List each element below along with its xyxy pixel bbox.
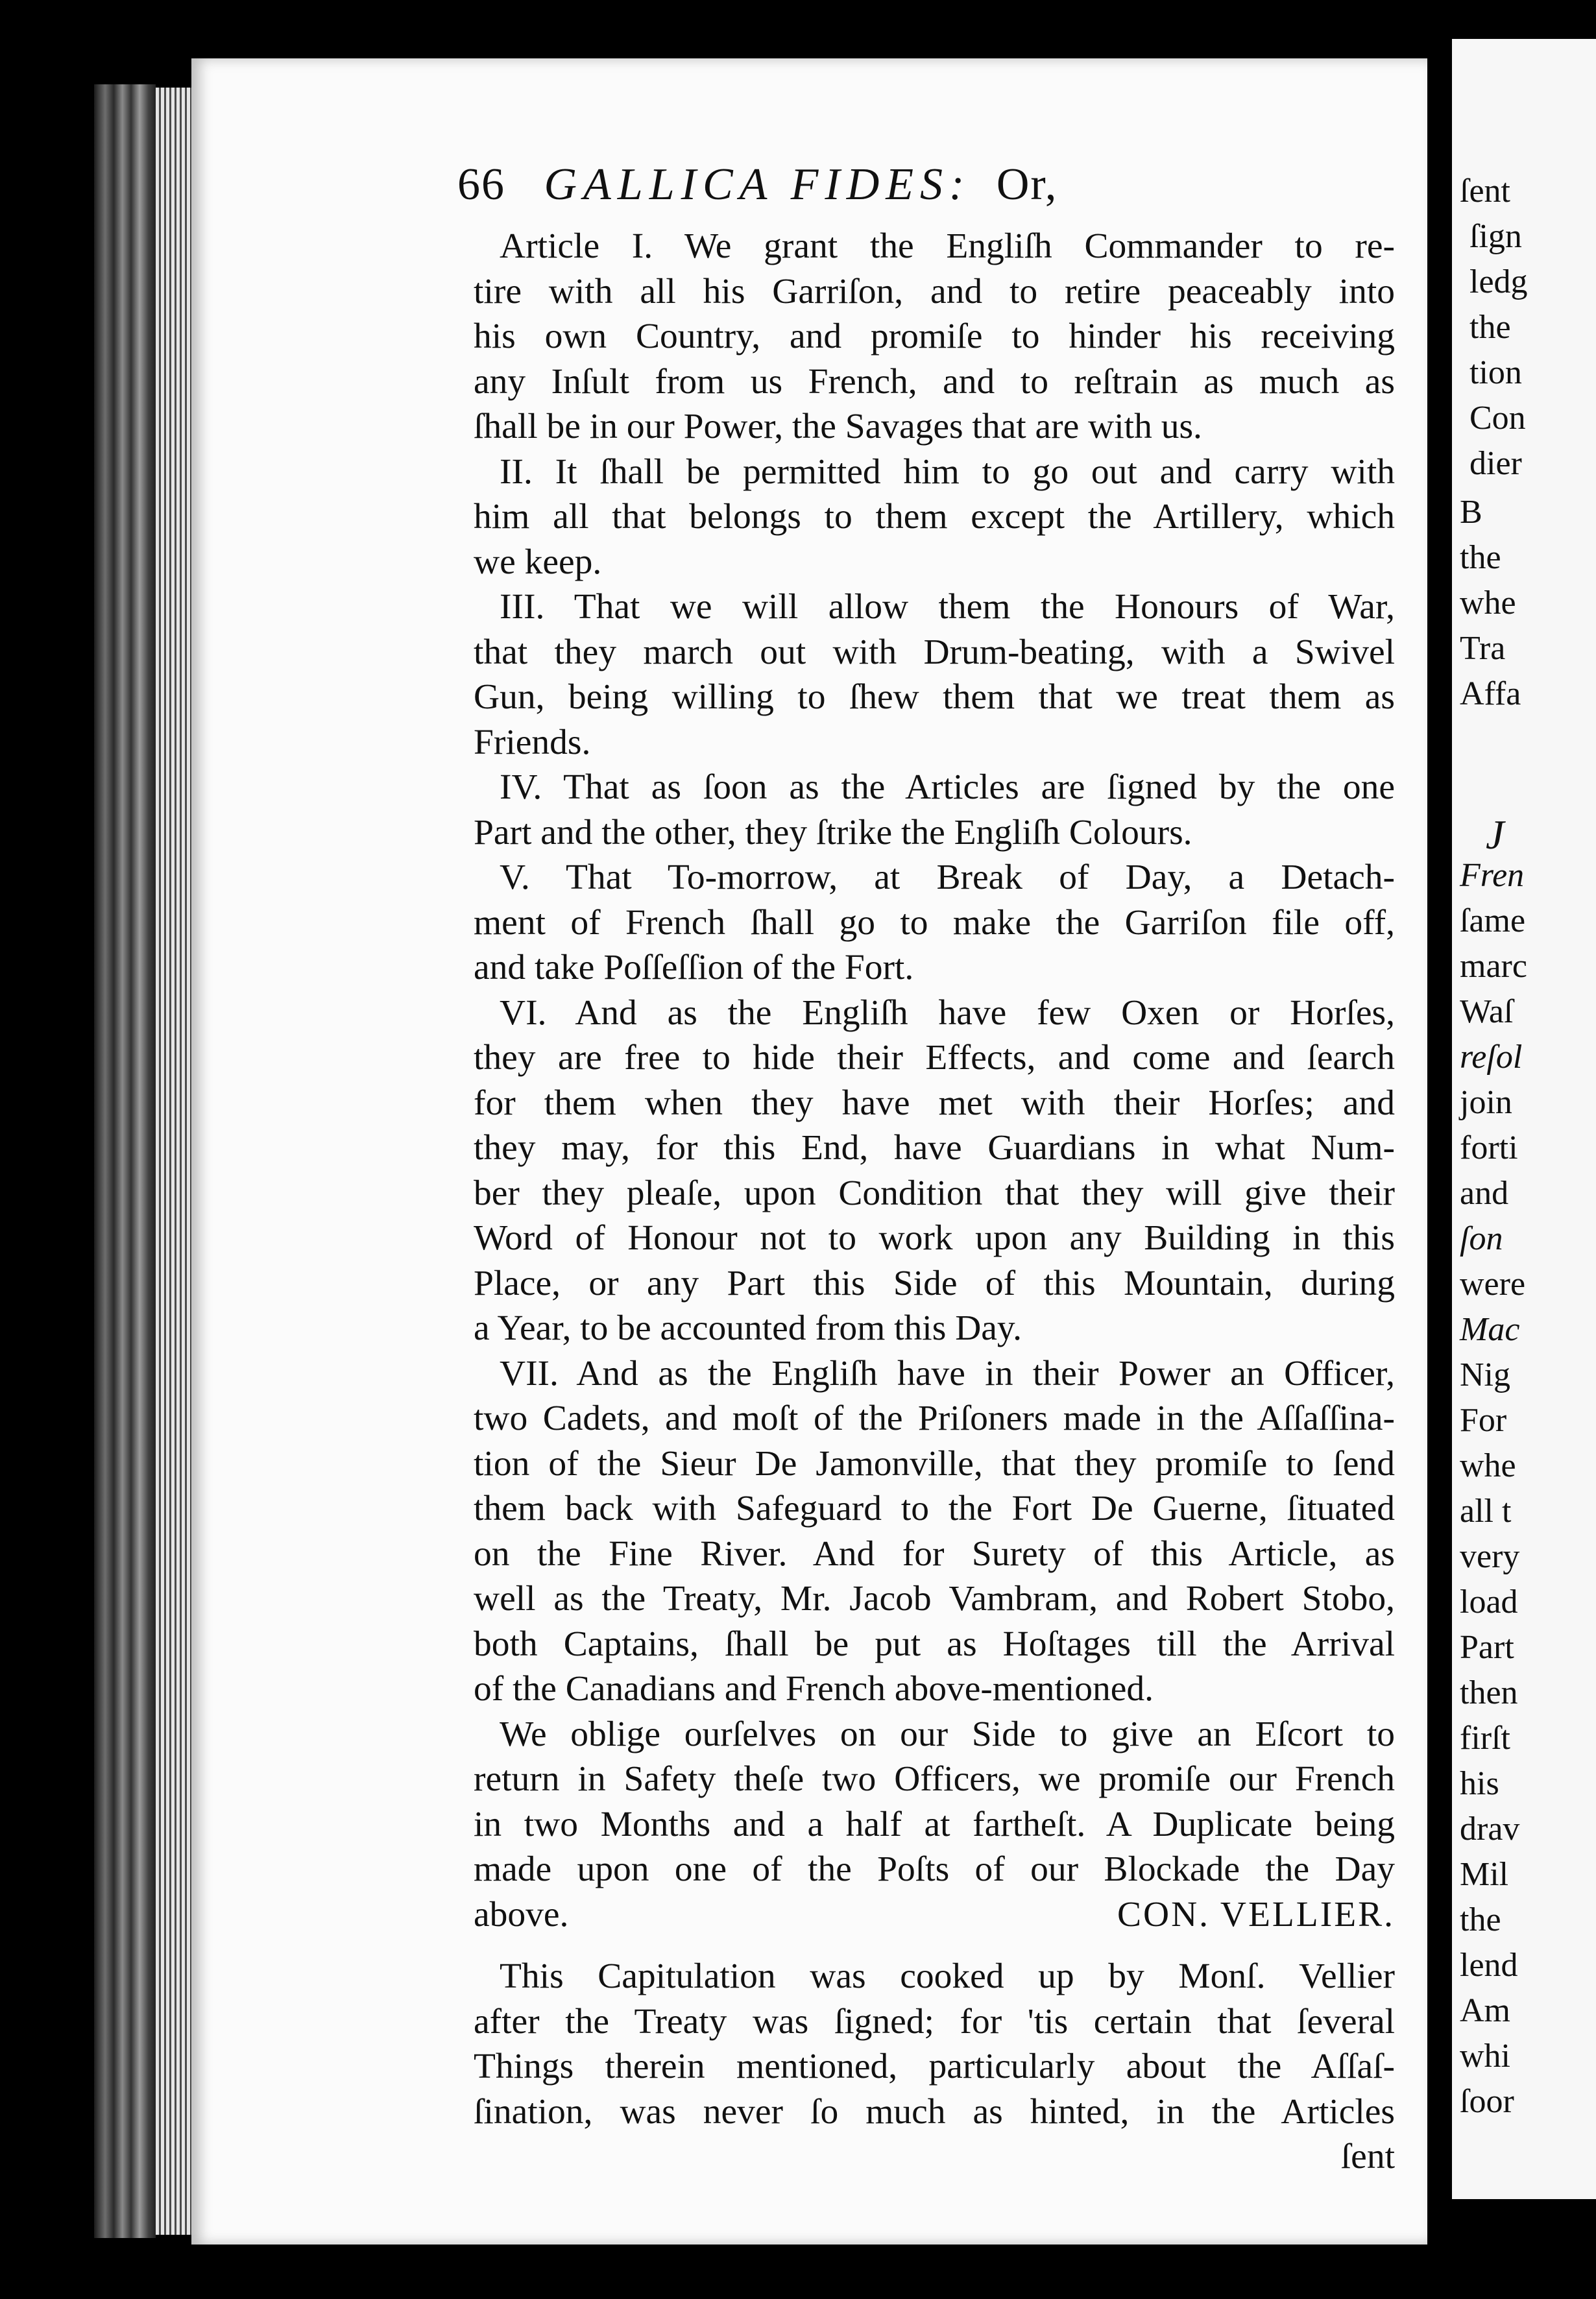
text-line: tion of the Sieur De Jamonville, that they promiſe to ſend — [474, 1443, 1395, 1484]
running-header — [457, 159, 1058, 211]
text-line: him all that belongs to them except the Artillery, which — [474, 497, 1395, 536]
text-line: of the Canadians and French above-mentioned. — [474, 1669, 1154, 1709]
text-line: tire with all his Garriſon, and to retire peaceably into — [474, 271, 1395, 311]
right-page-fragment: ſoor — [1460, 2083, 1514, 2120]
right-page-fragment: then — [1460, 1674, 1518, 1711]
right-page-fragment: Mac — [1460, 1311, 1520, 1348]
right-page-fragment: the — [1469, 309, 1511, 346]
text-line: This Capitulation was cooked up by Monſ. Vellier — [500, 1956, 1395, 1996]
text-line: Article I. We grant the Engliſh Commander to re- — [500, 226, 1395, 266]
text-line: V. That To-morrow, at Break of Day, a Detach- — [500, 858, 1395, 897]
text-line: II. It ſhall be permitted him to go out and carry with — [500, 451, 1395, 492]
signature-line — [474, 1892, 1395, 1938]
text-line: them back with Safeguard to the Fort De Guerne, ſituated — [474, 1489, 1395, 1528]
right-page-fragment: Waſ — [1460, 993, 1514, 1030]
text-line: and take Poſſeſſion of the Fort. — [474, 948, 914, 987]
right-page-fragment: lend — [1460, 1947, 1518, 1984]
text-line: that they march out with Drum-beating, with a Swivel — [474, 632, 1395, 672]
right-page-fragment: Nig — [1460, 1356, 1510, 1393]
text-line: Things therein mentioned, particularly about the Aſſaſ- — [474, 2047, 1395, 2086]
right-page-fragment: reſol — [1460, 1039, 1523, 1076]
right-page-fragment: ſign — [1469, 218, 1522, 255]
text-line: we keep. — [474, 542, 602, 582]
right-page-fragment: the — [1460, 539, 1501, 576]
text-line: ber they pleaſe, upon Condition that they will give their — [474, 1173, 1395, 1213]
text-line: they may, for this End, have Guardians in what Num- — [474, 1128, 1395, 1168]
text-line: III. That we will allow them the Honours of War, — [500, 587, 1395, 627]
right-page-fragment: J — [1486, 812, 1505, 858]
right-page-fragment: tion — [1469, 354, 1522, 391]
right-page-fragment: his — [1460, 1765, 1499, 1802]
text-line: Part and the other, they ſtrike the Engliſh Colours. — [474, 812, 1192, 852]
articles-block — [474, 224, 1395, 1892]
right-page-fragment: ſon — [1460, 1220, 1503, 1257]
page-edges — [156, 88, 195, 2235]
body-text — [474, 224, 1395, 2180]
text-line: VI. And as the Engliſh have few Oxen or Horſes, — [500, 993, 1395, 1033]
page-number: 66 — [457, 160, 505, 210]
text-line: his own Country, and promiſe to hinder his receiving — [474, 317, 1395, 356]
running-title-suffix: Or, — [996, 160, 1058, 210]
right-page-fragment: whe — [1460, 1447, 1516, 1484]
text-line: for them when they have met with their Horſes; and — [474, 1083, 1395, 1123]
text-line: after the Treaty was ſigned; for 'tis certain that ſeveral — [474, 2001, 1395, 2041]
right-page-fragment: For — [1460, 1402, 1507, 1439]
text-line: ſination, was never ſo much as hinted, in the Articles — [474, 2091, 1395, 2132]
right-page-fragment: ledg — [1469, 263, 1528, 300]
right-page-fragment: Con — [1469, 400, 1526, 437]
text-line: Word of Honour not to work upon any Building in this — [474, 1218, 1395, 1258]
text-line: two Cadets, and moſt of the Priſoners made in the Aſſaſſina- — [474, 1399, 1395, 1438]
text-line: ſhall be in our Power, the Savages that are with us. — [474, 407, 1202, 446]
text-line: well as the Treaty, Mr. Jacob Vambram, and Robert Stobo, — [474, 1579, 1395, 1619]
right-page-fragment: drav — [1460, 1811, 1520, 1848]
text-line: made upon one of the Poſts of our Blockade the Day — [474, 1849, 1395, 1889]
right-page-fragment: Part — [1460, 1629, 1514, 1666]
text-line: both Captains, ſhall be put as Hoſtages till the Arrival — [474, 1624, 1395, 1664]
closing-paragraph — [474, 1954, 1395, 2134]
right-page-fragment: the — [1460, 1901, 1501, 1938]
text-line: any Inſult from us French, and to reſtrain as much as — [474, 361, 1395, 402]
catchword: ſent — [1340, 2137, 1395, 2176]
signature-above: above. — [474, 1894, 569, 1934]
right-page-fragment: all t — [1460, 1493, 1512, 1530]
right-page-fragment: Affa — [1460, 675, 1521, 712]
text-line: on the Fine River. And for Surety of this Article, as — [474, 1534, 1395, 1574]
right-page-fragment: Tra — [1460, 630, 1506, 667]
right-page-fragment: and — [1460, 1175, 1509, 1212]
text-line: IV. That as ſoon as the Articles are ſigned by the one — [500, 767, 1395, 807]
right-page-fragment: marc — [1460, 948, 1527, 985]
right-page-fragment: Fren — [1460, 857, 1525, 894]
right-page-fragment: whi — [1460, 2038, 1510, 2075]
gutter — [1427, 39, 1452, 2257]
text-line: they are free to hide their Effects, and come and ſearch — [474, 1038, 1395, 1077]
text-line: Place, or any Part this Side of this Mountain, during — [474, 1263, 1395, 1303]
book-spine — [94, 84, 156, 2238]
right-page-fragment: join — [1460, 1084, 1512, 1121]
right-page-fragment: whe — [1460, 584, 1516, 621]
right-page-fragment: B — [1460, 494, 1482, 531]
right-page-fragment: were — [1460, 1266, 1526, 1303]
text-line: a Year, to be accounted from this Day. — [474, 1308, 1022, 1348]
right-page-fragment: ſent — [1460, 173, 1510, 210]
text-line: return in Safety theſe two Officers, we promiſe our French — [474, 1759, 1395, 1799]
text-line: We oblige ourſelves on our Side to give an Eſcort to — [500, 1714, 1395, 1754]
right-page-fragment: firſt — [1460, 1720, 1510, 1757]
right-page-fragment: load — [1460, 1583, 1518, 1620]
text-line: Gun, being willing to ſhew them that we treat them as — [474, 677, 1395, 717]
right-page-fragment: Am — [1460, 1992, 1510, 2029]
right-page-fragment: ſame — [1460, 902, 1526, 939]
text-line: Friends. — [474, 722, 591, 762]
text-line: VII. And as the Engliſh have in their Power an Officer, — [500, 1353, 1395, 1393]
text-line: in two Months and a half at fartheſt. A Duplicate being — [474, 1804, 1395, 1844]
signature-name: CON. VELLIER. — [1117, 1894, 1395, 1934]
text-line: ment of French ſhall go to make the Garriſon file off, — [474, 902, 1395, 943]
right-page-fragment: very — [1460, 1538, 1520, 1575]
running-title: GALLICA FIDES: — [544, 160, 971, 210]
right-page-fragment: Mil — [1460, 1856, 1509, 1893]
right-page-fragment: forti — [1460, 1129, 1518, 1166]
right-page-fragment: dier — [1469, 445, 1522, 482]
